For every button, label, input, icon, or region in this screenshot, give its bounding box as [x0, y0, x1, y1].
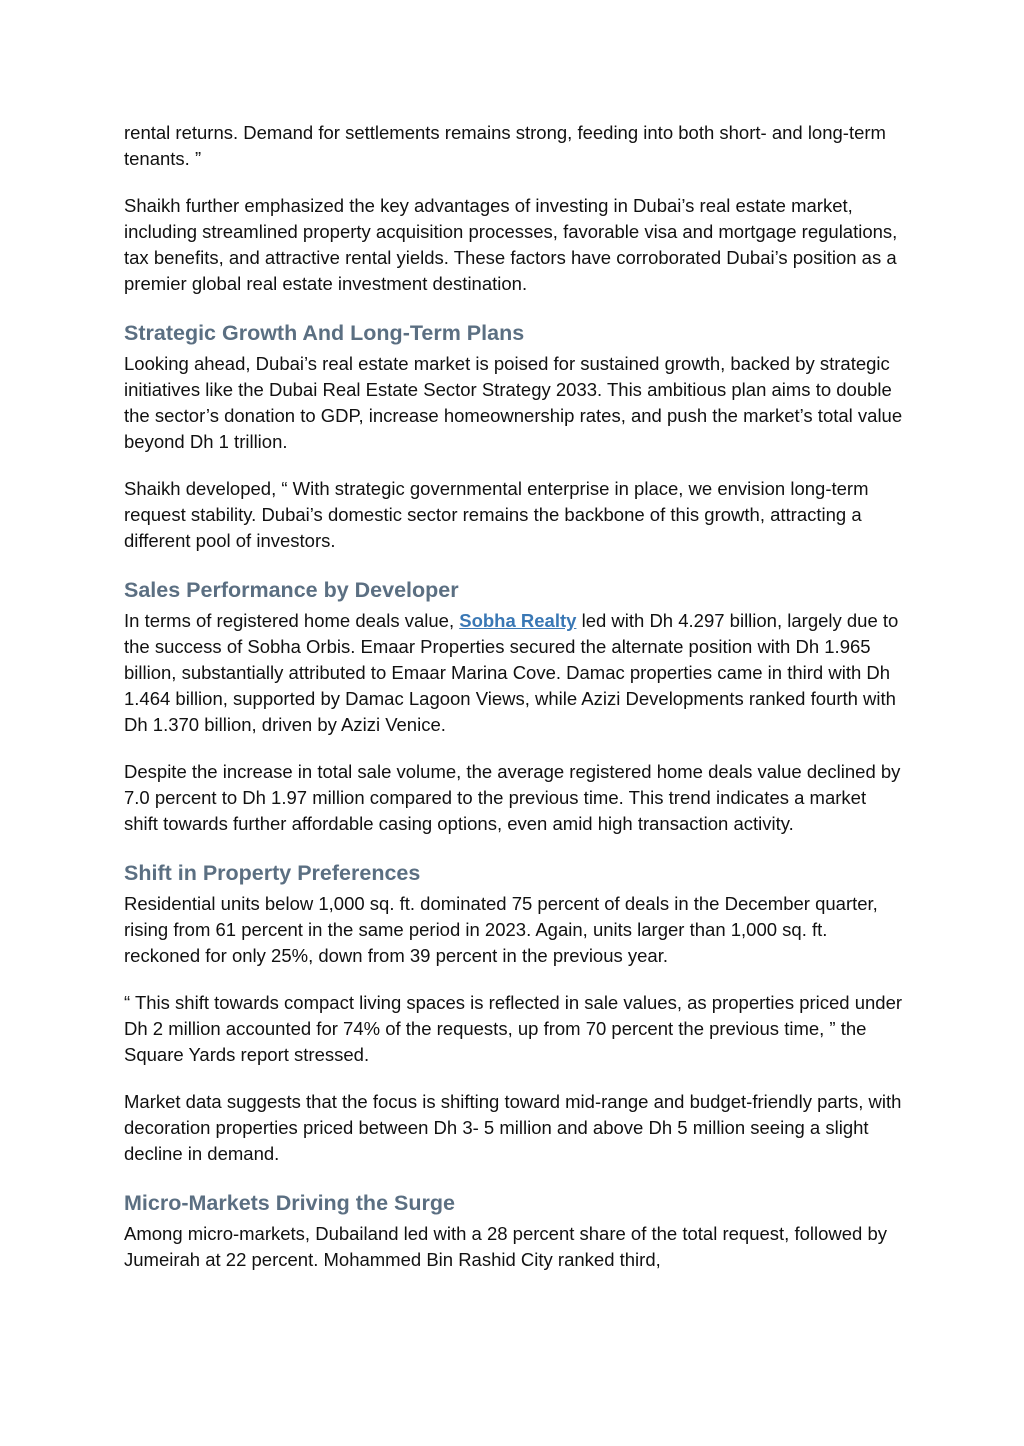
micro-paragraph-1: Among micro-markets, Dubailand led with a 28 percent share of the total request, followed by Jumeirah at 22 percent. Mohammed Bin Rashid City ranked third, [124, 1223, 888, 1270]
intro-paragraph-1: rental returns. Demand for settlements remains strong, feeding into both short- and long-term tenants. ” [124, 122, 886, 169]
shift-paragraph-2: “ This shift towards compact living spaces is reflected in sale values, as properties priced under Dh 2 million accounted for 74% of the requests, up from 70 percent the previous time, ” the Square Yards report stressed. [124, 992, 903, 1065]
sales-paragraph-1-end: led with Dh 4.297 billion, largely due to the success of Sobha Orbis. Emaar Properties secured the alternate position with Dh 1.965 billion, substantially attributed to Emaar Marina Cove. Damac properties came in third with Dh 1.464 billion, supported by Damac Lagoon Views, while Azizi Developments ranked fourth with Dh 1.370 billion, driven by Azizi Venice. [124, 610, 899, 735]
micro-heading: Micro-Markets Driving the Surge [124, 1191, 455, 1215]
shift-paragraph-3: Market data suggests that the focus is shifting toward mid-range and budget-friendly parts, with decoration properties priced between Dh 3- 5 million and above Dh 5 million seeing a slight decline in demand. [124, 1091, 902, 1164]
strategic-heading: Strategic Growth And Long-Term Plans [124, 321, 525, 345]
sales-paragraph-1 [124, 608, 904, 738]
strategic-paragraph-1: Looking ahead, Dubai’s real estate market is poised for sustained growth, backed by strategic initiatives like the Dubai Real Estate Sector Strategy 2033. This ambitious plan aims to double the sector’s donation to GDP, increase homeownership rates, and push the market’s total value beyond Dh 1 trillion. [124, 353, 903, 452]
sales-heading: Sales Performance by Developer [124, 578, 459, 602]
shift-paragraph-1: Residential units below 1,000 sq. ft. dominated 75 percent of deals in the December quarter, rising from 61 percent in the same period in 2023. Again, units larger than 1,000 sq. ft. reckoned for only 25%, down from 39 percent in the previous year. [124, 893, 878, 966]
document-page [124, 120, 904, 1273]
intro-paragraph-2: Shaikh further emphasized the key advantages of investing in Dubai’s real estate market, including streamlined property acquisition processes, favorable visa and mortgage regulations, tax benefits, and attractive rental yields. These factors have corroborated Dubai’s position as a premier global real estate investment destination. [124, 195, 898, 294]
sobha-realty-link[interactable]: Sobha Realty [459, 610, 577, 631]
strategic-paragraph-2: Shaikh developed, “ With strategic governmental enterprise in place, we envision long-term request stability. Dubai’s domestic sector remains the backbone of this growth, attracting a different pool of investors. [124, 478, 869, 551]
shift-heading: Shift in Property Preferences [124, 861, 421, 885]
sales-paragraph-1-start: In terms of registered home deals value, [124, 610, 460, 631]
sales-paragraph-2: Despite the increase in total sale volume, the average registered home deals value declined by 7.0 percent to Dh 1.97 million compared to the previous time. This trend indicates a market shift towards further affordable casing options, even amid high transaction activity. [124, 761, 901, 834]
